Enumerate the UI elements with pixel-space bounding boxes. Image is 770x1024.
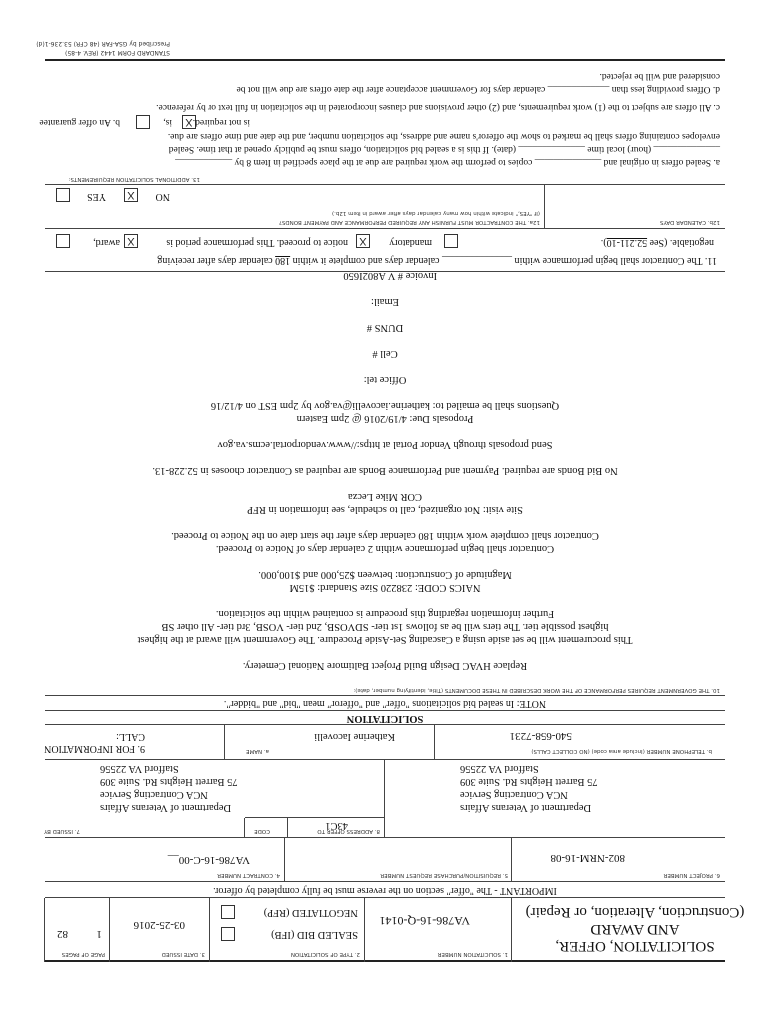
title-line: SOLICITATION, OFFER, xyxy=(555,938,715,954)
negotiable-end: ). xyxy=(600,237,607,248)
solicitation-note: NOTE: In sealed bid solicitations "offer" and "offeror" mean "bid" and "bidder". xyxy=(223,698,547,709)
address-line: 75 Barrett Heights Rd. Suite 309 xyxy=(460,776,598,787)
item-11-line-1 xyxy=(157,255,717,266)
solicitation-number: VA786-16-Q-0141 xyxy=(379,914,470,928)
item-13a-text: (date). If this is a sealed bid solicitation, offers must be publicly opened at that time. Sealed xyxy=(168,144,517,154)
description-line: No Bid Bonds are required. Payment and Performance Bonds are required as Contractor chooses in 52.228-13. xyxy=(152,465,618,476)
description-line: Replace HVAC Design Build Project Baltimore National Cemetery. xyxy=(242,660,528,671)
item-13d xyxy=(237,69,720,95)
description-line: Cell # xyxy=(372,348,398,359)
code-label: CODE xyxy=(254,828,270,834)
rule xyxy=(45,759,725,760)
description-line: NAICS CODE: 238220 Size Standard: $15M xyxy=(289,582,481,593)
address-line: NCA Contracting Service xyxy=(460,789,568,800)
description-line: Contractor shall begin performance within 2 calendar days of Notice to Proceed. xyxy=(215,543,555,554)
form-title xyxy=(515,903,755,954)
description-line: Invoice # V A802I650__ xyxy=(332,270,438,281)
no-label: NO xyxy=(155,191,170,202)
title-line: (Construction, Alteration, or Repair) xyxy=(525,904,745,920)
item-13d-line-2: considered and will be rejected. xyxy=(599,71,720,81)
description-line: Proposals Due: 4/19/2016 @ 2pm Eastern xyxy=(296,413,474,424)
for-information-label xyxy=(44,730,145,754)
item-12a-label: 12a. THE CONTRACTOR MUST FURNISH ANY REQUIRED PERFORMANCE AND PAYMENT BONDS? xyxy=(279,219,540,225)
description-line xyxy=(0,555,770,568)
item-10-label: 10. THE GOVERNMENT REQUIRES PERFORMANCE OF THE WORK DESCRIBED IN THESE DOCUMENTS (Title, identifying number, date): xyxy=(353,687,720,693)
rule xyxy=(45,710,725,711)
code-underline xyxy=(245,817,385,818)
item-13a-line-2: ______________ (hour) local time ______________ (date). If this is a sealed bid solicitation, offers must be publicly opened at that time. Sealed xyxy=(168,144,720,154)
award-checkbox[interactable] xyxy=(56,234,70,248)
offer-guarantee-not-label: is not required. xyxy=(192,117,250,127)
address-line: 75 Barrett Heights Rd. Suite 309 xyxy=(100,776,238,787)
title-line: AND AWARD xyxy=(590,921,680,937)
address-offer-to-block xyxy=(460,762,630,814)
header-divider xyxy=(44,898,45,962)
address-offer-to-label: 8. ADDRESS OFFER TO xyxy=(317,828,380,834)
description-line: DUNS # xyxy=(366,322,404,333)
description-line: Questions shall be emailed to: katherine.iacovelli@va.gov by 2pm EST on 4/12/16 xyxy=(210,400,560,411)
issued-by-label: 7. ISSUED BY xyxy=(44,828,80,834)
rule xyxy=(45,837,725,838)
description-line: Further information regarding this procedure is contained within the solicitation. xyxy=(215,608,555,619)
item-13a-line-1: a. Sealed offers in original and ______________ copies to perform the work required are due at the place specified in Item 8 by ____________ xyxy=(175,157,720,167)
item-13d-text: calendar days for Government acceptance after the date offers are due will not be xyxy=(236,84,546,94)
yes-label: YES xyxy=(87,191,106,202)
header-divider xyxy=(364,898,365,962)
project-number-label: 6. PROJECT NUMBER xyxy=(663,872,720,878)
rule xyxy=(45,184,725,185)
requisition-label: 5. REQUISITION/PURCHASE REQUEST NUMBER xyxy=(380,872,508,878)
telephone-number: 540-658-7231 xyxy=(509,730,572,742)
negotiated-label: NEGOTIATED (RFP) xyxy=(263,907,358,918)
no-check-mark[interactable]: X xyxy=(124,188,138,202)
negotiable-reference: 52.211-10 xyxy=(606,237,648,248)
description-line xyxy=(0,594,770,607)
item-11-text: 11. The Contractor shall begin performance within xyxy=(514,255,717,266)
rule xyxy=(45,724,725,725)
form-prescription: Prescribed by GSA-FAR (48 CFR) 53.236-1(d) xyxy=(36,40,170,47)
item-13a-text: a. Sealed offers in original and xyxy=(603,157,720,167)
issued-by-code: 43C1 xyxy=(325,820,348,831)
offer-guarantee-is-checkbox[interactable] xyxy=(136,115,150,129)
sealed-bid-checkbox[interactable] xyxy=(221,927,235,941)
item-13a-text: (hour) local time xyxy=(587,144,652,154)
row-divider xyxy=(224,725,225,760)
offer-guarantee-label: b. An offer guarantee xyxy=(39,117,120,127)
description-line xyxy=(0,425,770,438)
item-13a-line-3: envelopes containing offers shall be marked to show the offeror's name and address, the solicitation number, and the date and time offers are due. xyxy=(167,131,720,141)
mandatory-label: mandatory xyxy=(389,237,432,248)
contact-name: Katherine Iacovelli xyxy=(314,731,395,742)
description-line: Contractor shall complete work within 180 calendar days after the start date on the Notice to Proceed. xyxy=(171,530,599,541)
description-line xyxy=(0,308,770,321)
notice-check-mark[interactable]: X xyxy=(356,234,370,248)
address-line: Department of Veterans Affairs xyxy=(100,802,232,813)
sealed-bid-label: SEALED BID (IFB) xyxy=(271,929,358,940)
contract-number: VA786-16-C-00__ xyxy=(167,854,250,866)
rule xyxy=(45,695,725,696)
description-line: This procurement will be set aside using a Cascading Set-Aside Procedure. The Government will award at the highest xyxy=(137,634,633,645)
solicitation-heading: SOLICITATION xyxy=(346,713,424,724)
page-of-pages-label: PAGE OF PAGES xyxy=(61,951,105,957)
rule xyxy=(45,897,725,898)
item-13d-text: d. Offers providing less than xyxy=(611,84,720,94)
description-line: COR Mike Lecza xyxy=(347,491,423,502)
award-check-mark[interactable]: X xyxy=(124,234,138,248)
description-line xyxy=(0,282,770,295)
address-line: Stafford VA 22556 xyxy=(100,763,179,774)
address-line: Stafford VA 22556 xyxy=(460,763,539,774)
rule xyxy=(45,271,725,272)
negotiable-label: negotiable. (See xyxy=(649,237,714,248)
rule xyxy=(45,228,725,229)
description-line xyxy=(0,646,770,659)
issued-by-block xyxy=(100,762,270,814)
description-line: highest possible tier. The tiers will be as follows 1st tier- SDVOSB, 2nd tier- VOSB, 3rd tier- All other SB xyxy=(161,621,609,632)
header-divider xyxy=(109,898,110,962)
address-line: NCA Contracting Service xyxy=(100,789,208,800)
award-label: award, xyxy=(93,237,120,248)
address-line: Department of Veterans Affairs xyxy=(460,802,592,813)
date-issued: 03-25-2016 xyxy=(133,919,185,931)
for-information-line: 9. FOR INFORMATION xyxy=(44,743,145,754)
item-11-text: calendar days after receiving xyxy=(157,255,273,266)
item-13a-text: copies to perform the work required are due at the place specified in Item 8 by xyxy=(234,157,533,167)
name-label: a. NAME xyxy=(246,748,269,754)
header-divider xyxy=(511,898,512,962)
description-line: Magnitude of Construction: between $25,000 and $100,000. xyxy=(258,569,512,580)
item-12a-sub: (If "YES," indicate within how many calendar days after award in Item 12b.) xyxy=(331,210,540,216)
page-number: 1 xyxy=(96,928,102,940)
total-pages: 82 xyxy=(57,928,68,940)
date-issued-label: 3. DATE ISSUED xyxy=(161,951,205,957)
row-divider xyxy=(511,838,512,882)
contract-number-label: 4. CONTRACT NUMBER xyxy=(217,872,280,878)
item-13c: c. All offers are subject to the (1) work requirements, and (2) other provisions and clauses incorporated in the solicitation in full text or by reference. xyxy=(156,102,720,112)
description-line: Email: xyxy=(371,296,399,307)
description-line xyxy=(0,451,770,464)
code-divider xyxy=(287,818,288,838)
top-border xyxy=(45,960,725,962)
row-divider xyxy=(284,838,285,882)
description-line: Site visit: Not organized, call to schedule, see information in RFP xyxy=(247,504,523,515)
item-12b-label: 12b. CALENDAR DAYS xyxy=(659,219,720,225)
item-13-text xyxy=(40,129,720,168)
important-note: IMPORTANT - The "offer" section on the reverse must be fully completed by offeror. xyxy=(213,885,557,896)
work-description xyxy=(0,269,770,672)
negotiable-checkbox[interactable] xyxy=(444,234,458,248)
type-of-solicitation-label: 2. TYPE OF SOLICITATION xyxy=(290,951,360,957)
item-11-text: calendar days and complete it within xyxy=(292,255,440,266)
offer-guarantee-is-label: is, xyxy=(163,117,172,127)
call-line: CALL: xyxy=(116,731,145,742)
code-divider xyxy=(244,818,245,838)
description-line xyxy=(0,516,770,529)
description-line xyxy=(0,334,770,347)
project-number: 802-NRM-16-08 xyxy=(550,852,625,864)
notice-label: notice to proceed. This performance period is xyxy=(166,237,348,248)
description-line: Office tel: xyxy=(363,374,407,385)
header-divider xyxy=(209,898,210,962)
form-number: STANDARD FORM 1442 (REV. 4-85) xyxy=(65,49,170,56)
rule xyxy=(45,881,725,882)
row-divider xyxy=(384,760,385,838)
description-line xyxy=(0,360,770,373)
yes-checkbox[interactable] xyxy=(56,188,70,202)
negotiated-checkbox[interactable] xyxy=(221,905,235,919)
offer-guarantee-not-check-mark[interactable]: X xyxy=(182,115,196,129)
row-divider xyxy=(544,185,545,229)
item-13-label: 13. ADDITIONAL SOLICITATION REQUIREMENTS: xyxy=(68,176,200,182)
negotiable-text xyxy=(601,237,714,248)
solicitation-number-label: 1. SOLICITATION NUMBER xyxy=(437,951,508,957)
description-line xyxy=(0,477,770,490)
description-line: Send proposals through Vendor Portal at https://www.vendorportal.ecms.va.gov xyxy=(217,439,553,450)
start-days-blank[interactable]: ______________ xyxy=(442,255,513,266)
row-divider xyxy=(434,725,435,760)
item-13d-line-1: d. Offers providing less than _____________ calendar days for Government acceptance after the date offers are due will not be xyxy=(236,84,720,94)
completion-days[interactable]: 180 xyxy=(275,255,291,266)
description-line xyxy=(0,386,770,399)
bottom-border xyxy=(45,59,725,61)
telephone-label: b. TELEPHONE NUMBER (Include area code) (NO COLLECT CALLS) xyxy=(531,748,712,754)
